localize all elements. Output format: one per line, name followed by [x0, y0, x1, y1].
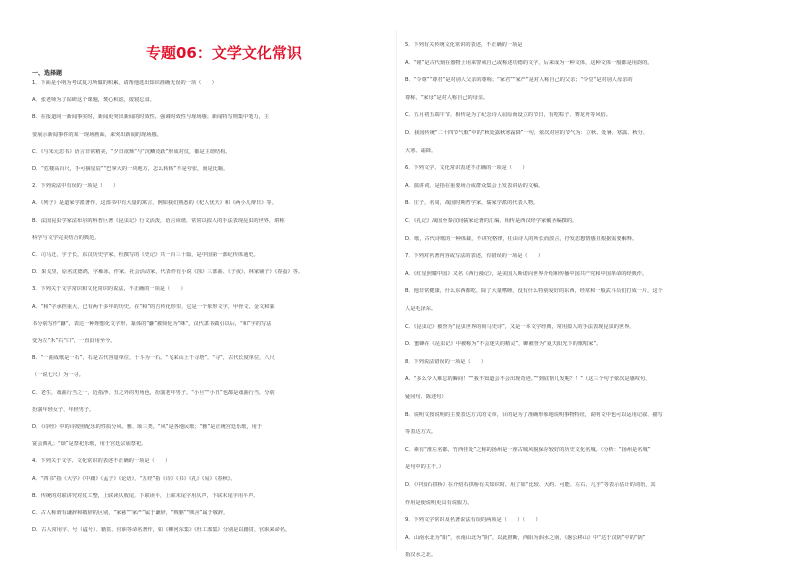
- text-line: A．“四书”指《大学》《中庸》《孟子》《论语》，“五经”指《诗》《书》《礼》《易》《春秋》。: [32, 475, 236, 482]
- text-line: 8．下列说法错误的一项是（ ）: [405, 358, 487, 365]
- text-line: 1．下面是小明为考试复习所做的积累，请帮他选出知识准确无误的一项（ ）: [32, 80, 217, 86]
- text-line: 等表达方式。: [405, 429, 437, 436]
- text-line: B．说明文按说明的主要表达方式的文章，目的是为了准确形象地说明事物特征，说明文中也可以运用记叙、描写: [405, 411, 663, 418]
- text-line: A．《红星照耀中国》又名《西行漫记》，是美国人斯诺向世界介绍和传播中国共产党和中国革命的经典作。: [405, 270, 648, 277]
- text-line: C．素有“淮左名都，竹西佳处”之称的扬州是一座古城风貌保存较好的历史文化名城。（分析：“扬州是名城”: [405, 446, 651, 453]
- text-line: 科学与文学完美结合的典范。: [32, 234, 100, 241]
- text-line: C．《礼记》战国至秦汉间儒家论著的汇编，相传是西汉经学家戴圣编撰的。: [405, 218, 578, 224]
- page-title: 专题06：文学文化常识: [146, 44, 302, 62]
- text-line: D．歌，古代诗歌的一种体裁，不讲究格律，任由诗人的所长而放言，抒发思想情感且根据需要解释。: [405, 235, 638, 242]
- text-line: A．“多么令人难忘的瞬间！”“我不知道会不会出现奇迹。”“到底帮几发呢？！”（这三个句子依次是感叹句、: [405, 376, 651, 383]
- text-line: B．“一曲成歌是一石”，石是古代容量单位，十斗为一石。“飞来山上千寻塔”，“寻”，古代长度单位，八尺: [32, 355, 275, 362]
- text-line: B．“令尊”“尊君”是对别人父亲的尊称；“家君”“家严”是对人称自己的父亲；“令堂”是对别人母亲的: [405, 77, 633, 84]
- text-line: 4．下列关于文学、文化常识的表述不正确的一项是（ ）: [32, 458, 171, 465]
- text-line: 变为左“禾”右“口”，一直沿用至今。: [32, 338, 116, 344]
- text-line: C．司马迁，字子长，东汉历史学家，杜撰写的《史记》共一百三十篇，是中国第一部纪传体通史。: [32, 252, 259, 258]
- text-line: 书分别写作“龢”，表达一种理想化文字形，篆体的“龢”被简化为“咊”，汉代隶书做引以后，“和”字的写法: [32, 320, 272, 327]
- text-line: 疑问句、陈述句）: [405, 394, 447, 400]
- section-heading: 一、选择题: [32, 70, 63, 77]
- text-line: B．他非常健康，什么东西都吃，除了大量嗜睡，没有什么特别爱好的东西，经常和一般武斗员们打成一片，这个: [405, 288, 663, 295]
- text-line: D．《诗经》中的诗按照配乐的性质分风、雅、颂三类。“风”是各地民歌；“雅”是正统宫廷乐歌，用于: [32, 424, 263, 430]
- text-line: 5．下列有关传统文化常识的表述，不正确的一项是: [405, 42, 523, 48]
- text-line: B．庄子，名周，战国时期哲学家，儒家学派的代表人物。: [405, 200, 539, 207]
- text-line: D．蜜蜂在《昆虫记》中被称为“不会迷失的精灵”，蝉被誉为“夏天阳光下的歌唱家”。: [405, 341, 602, 348]
- text-line: D．果戈里，原名沈德鸿，字雁冰，作家，社会活动家，代表作有小说《蚀》三部曲、《子夜》、林家铺子》《春蚕》等。: [32, 269, 304, 276]
- text-line: D．“危楼高百尺，手可摘星辰”“巴掌大的一块地方，怎么转转”不是夸张，而是比喻。: [32, 166, 229, 172]
- text-line: C．古人称谓有谦辞和敬辞的区别，“家慈”“家严”属于谦辞，“贱躯”“贱舍”属于敬辞。: [32, 510, 229, 516]
- text-line: 要展示新闻事件的某一现场画面，来突出新闻的现场感。: [32, 131, 162, 138]
- text-line: 指汉水之北。: [405, 552, 437, 559]
- text-line: 9．下列文学常识及名著说法有误的两项是（ ）（ ）: [405, 517, 541, 524]
- text-line: C．老生，戏曲行当之一，近指净、丑之外的男角色，扮演老年男子。“小旦”“小丑”也都是戏曲行当，分别: [32, 389, 275, 396]
- text-line: B．传统的对联讲究对仗工整，上联读仄收尾，下联读平，上联末尾字用仄声，下联末尾字用平声。: [32, 492, 259, 499]
- text-line: C．五月初五端午节，相传是为了纪念诗人屈原而设立的节日，有吃粽子、赛龙舟等风俗。: [405, 112, 611, 119]
- text-line: B．法国昆虫学家法布尔的科普巨著《昆虫记》行文活泼，语言诙谐，常常以拟人的手法表现昆虫的世界，堪称: [32, 217, 285, 224]
- text-line: 大寒、霜降。: [405, 147, 437, 154]
- text-line: 扮演年轻女子、年轻男子。: [32, 406, 95, 413]
- text-line: 宴会典礼；“颂”是祭祀乐歌，用于宫廷宗庙祭祀。: [32, 441, 147, 448]
- text-line: A．张老师为了钻研这个课题，焚心积虑，废寝忘食。: [32, 97, 155, 104]
- text-line: 作用是使说明更具有说服力。: [405, 499, 473, 506]
- text-line: A．演讲词，是指在重要场合或群众集会上发表讲话的文稿。: [405, 182, 544, 189]
- text-line: 是句中的主干。）: [405, 464, 444, 471]
- text-line: 3．下列关于文学常识和文化常识的说法，不正确的一项是（ ）: [32, 286, 186, 293]
- column-divider: [396, 30, 397, 550]
- text-line: C．《昆虫记》被誉为“昆虫世界的荷马史诗”，又是一本文学经典，常用拟人的手法表现昆虫的世界。: [405, 323, 635, 330]
- text-line: C．《与朱元思书》语言非常精美，“夕日欲颓”与“沉鳞竞跃”形成对仗，都是主谓结构。: [32, 148, 231, 155]
- text-line: （一说七尺）为一寻。: [32, 372, 84, 379]
- text-line: D．《中国石拱桥》在介绍石拱桥有关知识时，用了如“比较、大约、可能、左右、几乎”等表示估计的词语，其: [405, 482, 656, 488]
- text-line: A．《列子》是道家学派著作，这部书中有大量的寓言，例如我们熟悉的《杞人忧天》和《两小儿辩日》等。: [32, 200, 277, 207]
- text-line: 2．下列说法中有误的一项是（ ）: [32, 183, 119, 190]
- text-line: 7．下列对名著内容或写法的表述，有错误的一项是（ ）: [405, 253, 544, 260]
- text-line: D．古人常用字、号（谥号）、籍贯、官职等命名著作，如《柳河东集》《杜工部集》分别是以籍贯、官职来命名。: [32, 527, 291, 534]
- text-line: 尊称，“家母”是对人称自己的母亲。: [405, 94, 489, 101]
- text-line: B．在报道同一新闻事实时，新闻更突出新闻的时效性，强调时效性与现场感；新闻特写则集中笔力，主: [32, 114, 269, 121]
- text-line: A．山南水北为“阳”，水南山北为“阴”。以此推断，西阳为泅水之南，《愚公移山》中“达于汉阴”中的“阴”: [405, 534, 646, 541]
- text-line: D．我国传统“二十四节气歌”中的“秋处露秋寒霜降”一句，依次对应的节气为：立秋、处暑、寒露、秋分、: [405, 130, 648, 136]
- text-line: 6．下列文学、文化常识表述不正确的一项是（ ）: [405, 165, 528, 172]
- text-line: 人是毛泽东。: [405, 306, 437, 312]
- text-line: A．“和”字承担重大，已有两千多年的历史。在“和”的吉传化形里，它是一个象形文字，甲骨文、金文和篆: [32, 303, 275, 310]
- text-line: A．“铭”是古代刻在器物上用来警戒自己或称述功德的文字，后来成为一种文体，这种文体一般都是用韵的。: [405, 59, 653, 66]
